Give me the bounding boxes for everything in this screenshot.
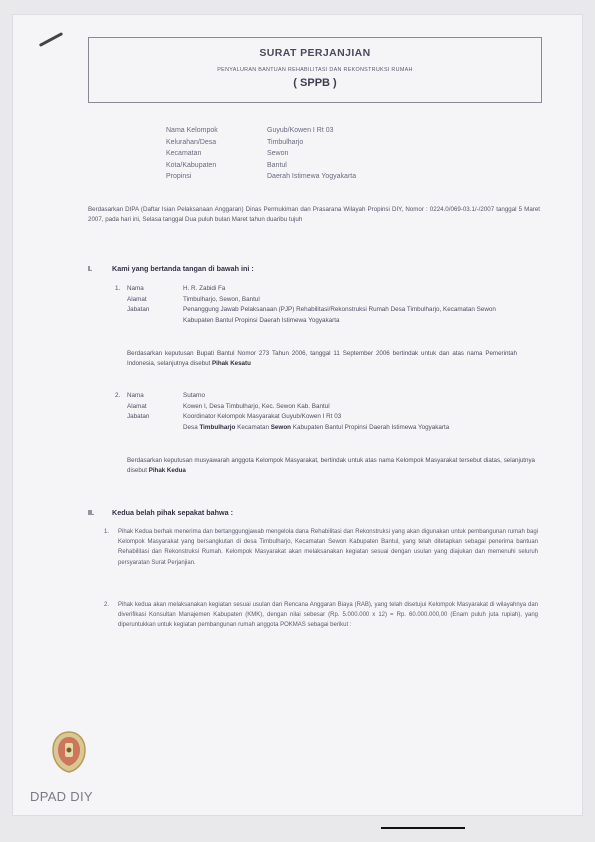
party-row [115, 402, 523, 413]
party-row [115, 423, 523, 434]
section-number: I. [88, 264, 92, 273]
item-number: 2. [104, 602, 110, 608]
title-box [88, 37, 542, 103]
info-row [166, 148, 356, 160]
party-row [115, 284, 523, 295]
field-label: Nama [127, 285, 144, 292]
text-span: Desa [183, 423, 198, 431]
party-position: Penanggung Jawab Pelaksanaan (PJP) Rehabilitasi/Rekonstruksi Rumah Desa Timbulharjo, Kecamatan Sewon Kabupaten Bantul Propinsi Daerah Istimewa Yogyakarta [183, 306, 496, 324]
section-title: Kami yang bertanda tangan di bawah ini : [112, 264, 254, 273]
section-title: Kedua belah pihak sepakat bahwa : [112, 508, 234, 517]
party-row [115, 295, 523, 306]
party-row [115, 391, 523, 402]
watermark-label: DPAD DIY [30, 789, 93, 804]
document-title: SURAT PERJANJIAN [259, 47, 371, 59]
text-span: Kabupaten Bantul Propinsi Daerah Istimewa Yogyakarta [292, 423, 450, 431]
party-address: Kowen I, Desa Timbulharjo, Kec. Sewon Kab. Bantul [183, 402, 330, 410]
party-name: H. R. Zabidi Fa [183, 285, 226, 292]
info-row [166, 160, 356, 172]
info-label: Propinsi [166, 173, 192, 181]
info-label: Kelurahan/Desa [166, 138, 217, 146]
field-label: Jabatan [127, 413, 150, 420]
district-name: Sewon [270, 423, 292, 431]
text-span: Kecamatan [237, 423, 269, 431]
field-label: Alamat [127, 402, 147, 410]
party-address: Timbulharjo, Sewon, Bantul [183, 295, 260, 303]
party-row [115, 305, 523, 326]
item-text: Pihak kedua akan melaksanakan kegiatan sesuai usulan dan Rencana Anggaran Biaya (RAB), yang telah disetujui Kelompok Masyarakat di wilayahnya dan diverifikasi Konsultan Manajemen Kabupaten (KMK), dengan nilai sebesar (Rp. 5.000.000 x 12) = Rp. 60.000.000,00 (Enam puluh juta rupiah), yang diperuntukkan untuk kegiatan pembangunan rumah anggota POKMAS sebagai berikut : [118, 602, 538, 629]
note-text: Berdasarkan keputusan Bupati Bantul Nomor 273 Tahun 2006, tanggal 11 September 2006 bertindak untuk dan atas nama Pemerintah Indonesia, selanjutnya disebut [127, 350, 517, 367]
party-row [115, 412, 523, 423]
intro-paragraph: Berdasarkan DIPA (Daftar Isian Pelaksanaan Anggaran) Dinas Permukiman dan Prasarana Wilayah Propinsi DIY, Nomor : 0224.0/069-03.1/-/2007 tanggal 5 Maret 2007, pada hari ini, Selasa tanggal Dua puluh bulan Maret tahun duaribu tujuh [88, 206, 540, 223]
info-value: Guyub/Kowen I Rt 03 [267, 127, 334, 134]
party-number: 1. [115, 285, 121, 292]
note-text: Berdasarkan keputusan musyawarah anggota Kelompok Masyarakat, bertindak untuk atas nama Kelompok Masyarakat tersebut diatas, selanjutnya disebut [127, 457, 535, 474]
info-label: Nama Kelompok [166, 127, 218, 134]
info-row [166, 171, 356, 183]
party-position: Koordinator Kelompok Masyarakat Guyub/Kowen I Rt 03 [183, 413, 342, 420]
field-label: Alamat [127, 295, 147, 303]
party-number: 2. [115, 392, 121, 399]
info-label: Kecamatan [166, 150, 202, 158]
info-value: Sewon [267, 150, 289, 158]
party-1-details [115, 284, 523, 326]
regional-seal-icon [50, 730, 88, 774]
document-subtitle: PENYALURAN BANTUAN REHABILITASI DAN REKONSTRUKSI RUMAH [217, 67, 413, 73]
field-label: Nama [127, 392, 144, 399]
agreement-item [104, 600, 538, 631]
party-2-details [115, 391, 523, 433]
field-label: Jabatan [127, 306, 150, 313]
section-2-heading [88, 508, 233, 517]
party-name: Sutarno [183, 392, 206, 399]
info-row [166, 137, 356, 149]
section-1-heading [88, 264, 254, 273]
party-1-note [127, 349, 517, 369]
party-position-cont [183, 423, 523, 434]
bottom-rule [381, 827, 465, 829]
village-name: Timbulharjo [199, 423, 236, 431]
info-label: Kota/Kabupaten [166, 161, 217, 169]
party-2-note [127, 456, 535, 476]
item-number: 1. [104, 529, 110, 535]
group-info-table [166, 125, 356, 183]
document-code: ( SPPB ) [293, 77, 337, 89]
agreement-item [104, 527, 538, 568]
item-text: Pihak Kedua berhak menerima dan bertanggungjawab mengelola dana Rehabilitasi dan Rekonstruksi yang akan digunakan untuk pembangunan rumah bagi Kelompok Masyarakat yang bersangkutan di desa Timbulharjo, Kecamatan Sewon Kabupaten Bantul, yang telah ditetapkan sebagai penerima bantuan Rehabilitasi dan Rekonstruksi Rumah. Kelompok Masyarakat akan melaksanakan kegiatan sesuai dengan usulan yang diajukan dan memenuhi seluruh persyaratan Surat Perjanjian. [118, 529, 538, 566]
info-value: Daerah Istimewa Yogyakarta [267, 173, 357, 181]
info-row [166, 125, 356, 137]
party-role: Pihak Kesatu [211, 360, 251, 367]
info-value: Timbulharjo [267, 138, 304, 146]
info-value: Bantul [267, 161, 287, 169]
section-number: II. [88, 508, 94, 517]
party-role: Pihak Kedua [148, 467, 186, 474]
